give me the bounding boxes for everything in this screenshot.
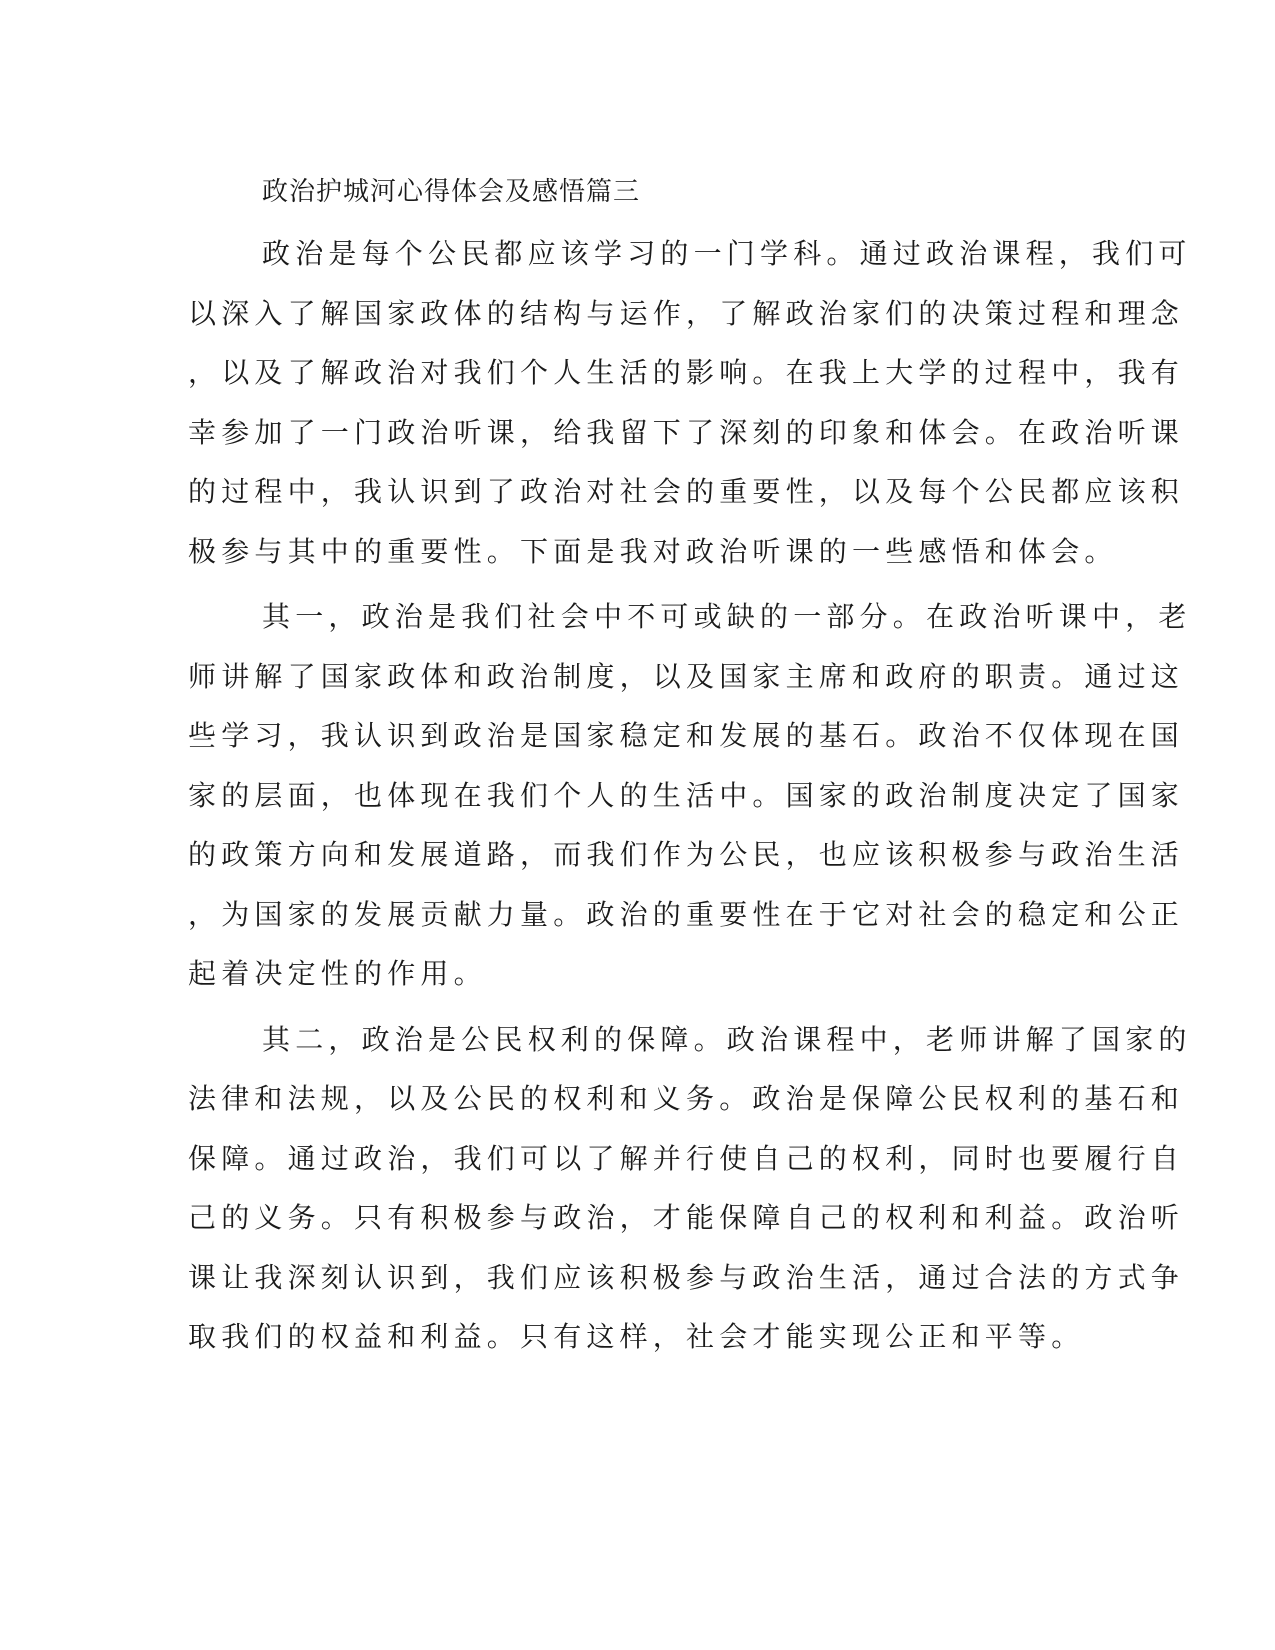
paragraph-2 [188, 587, 1192, 1004]
text-line: 课让我深刻认识到，我们应该积极参与政治生活，通过合法的方式争 [188, 1260, 1185, 1294]
text-line: 保障。通过政治，我们可以了解并行使自己的权利，同时也要履行自 [188, 1141, 1185, 1175]
text-line: 其一，政治是我们社会中不可或缺的一部分。在政治听课中，老 [262, 600, 1192, 633]
text-line: ，为国家的发展贡献力量。政治的重要性在于它对社会的稳定和公正 [188, 897, 1185, 931]
text-line: 些学习，我认识到政治是国家稳定和发展的基石。政治不仅体现在国 [188, 719, 1185, 752]
text-line: 家的层面，也体现在我们个人的生活中。国家的政治制度决定了国家 [188, 778, 1185, 812]
text-line: 师讲解了国家政体和政治制度，以及国家主席和政府的职责。通过这 [188, 659, 1185, 693]
text-line: 以深入了解国家政体的结构与运作，了解政治家们的决策过程和理念 [188, 296, 1185, 330]
text-line: 的过程中，我认识到了政治对社会的重要性，以及每个公民都应该积 [188, 475, 1185, 508]
text-line: 的政策方向和发展道路，而我们作为公民，也应该积极参与政治生活 [188, 838, 1185, 871]
text-line: 法律和法规，以及公民的权利和义务。政治是保障公民权利的基石和 [188, 1082, 1185, 1115]
text-line: 政治是每个公民都应该学习的一门学科。通过政治课程，我们可 [262, 237, 1192, 270]
text-line: 极参与其中的重要性。下面是我对政治听课的一些感悟和体会。 [188, 534, 1118, 568]
document-body [188, 224, 1192, 1373]
paragraph-3 [188, 1010, 1192, 1367]
text-line: 其二，政治是公民权利的保障。政治课程中，老师讲解了国家的 [262, 1022, 1192, 1056]
document-title: 政治护城河心得体会及感悟篇三 [262, 177, 641, 207]
text-line: 幸参加了一门政治听课，给我留下了深刻的印象和体会。在政治听课 [188, 415, 1185, 449]
text-line: 起着决定性的作用。 [188, 957, 487, 990]
paragraph-1 [188, 224, 1192, 581]
text-line: 取我们的权益和利益。只有这样，社会才能实现公正和平等。 [188, 1320, 1085, 1353]
text-line: ，以及了解政治对我们个人生活的影响。在我上大学的过程中，我有 [188, 356, 1185, 389]
text-line: 己的义务。只有积极参与政治，才能保障自己的权利和利益。政治听 [188, 1201, 1185, 1234]
